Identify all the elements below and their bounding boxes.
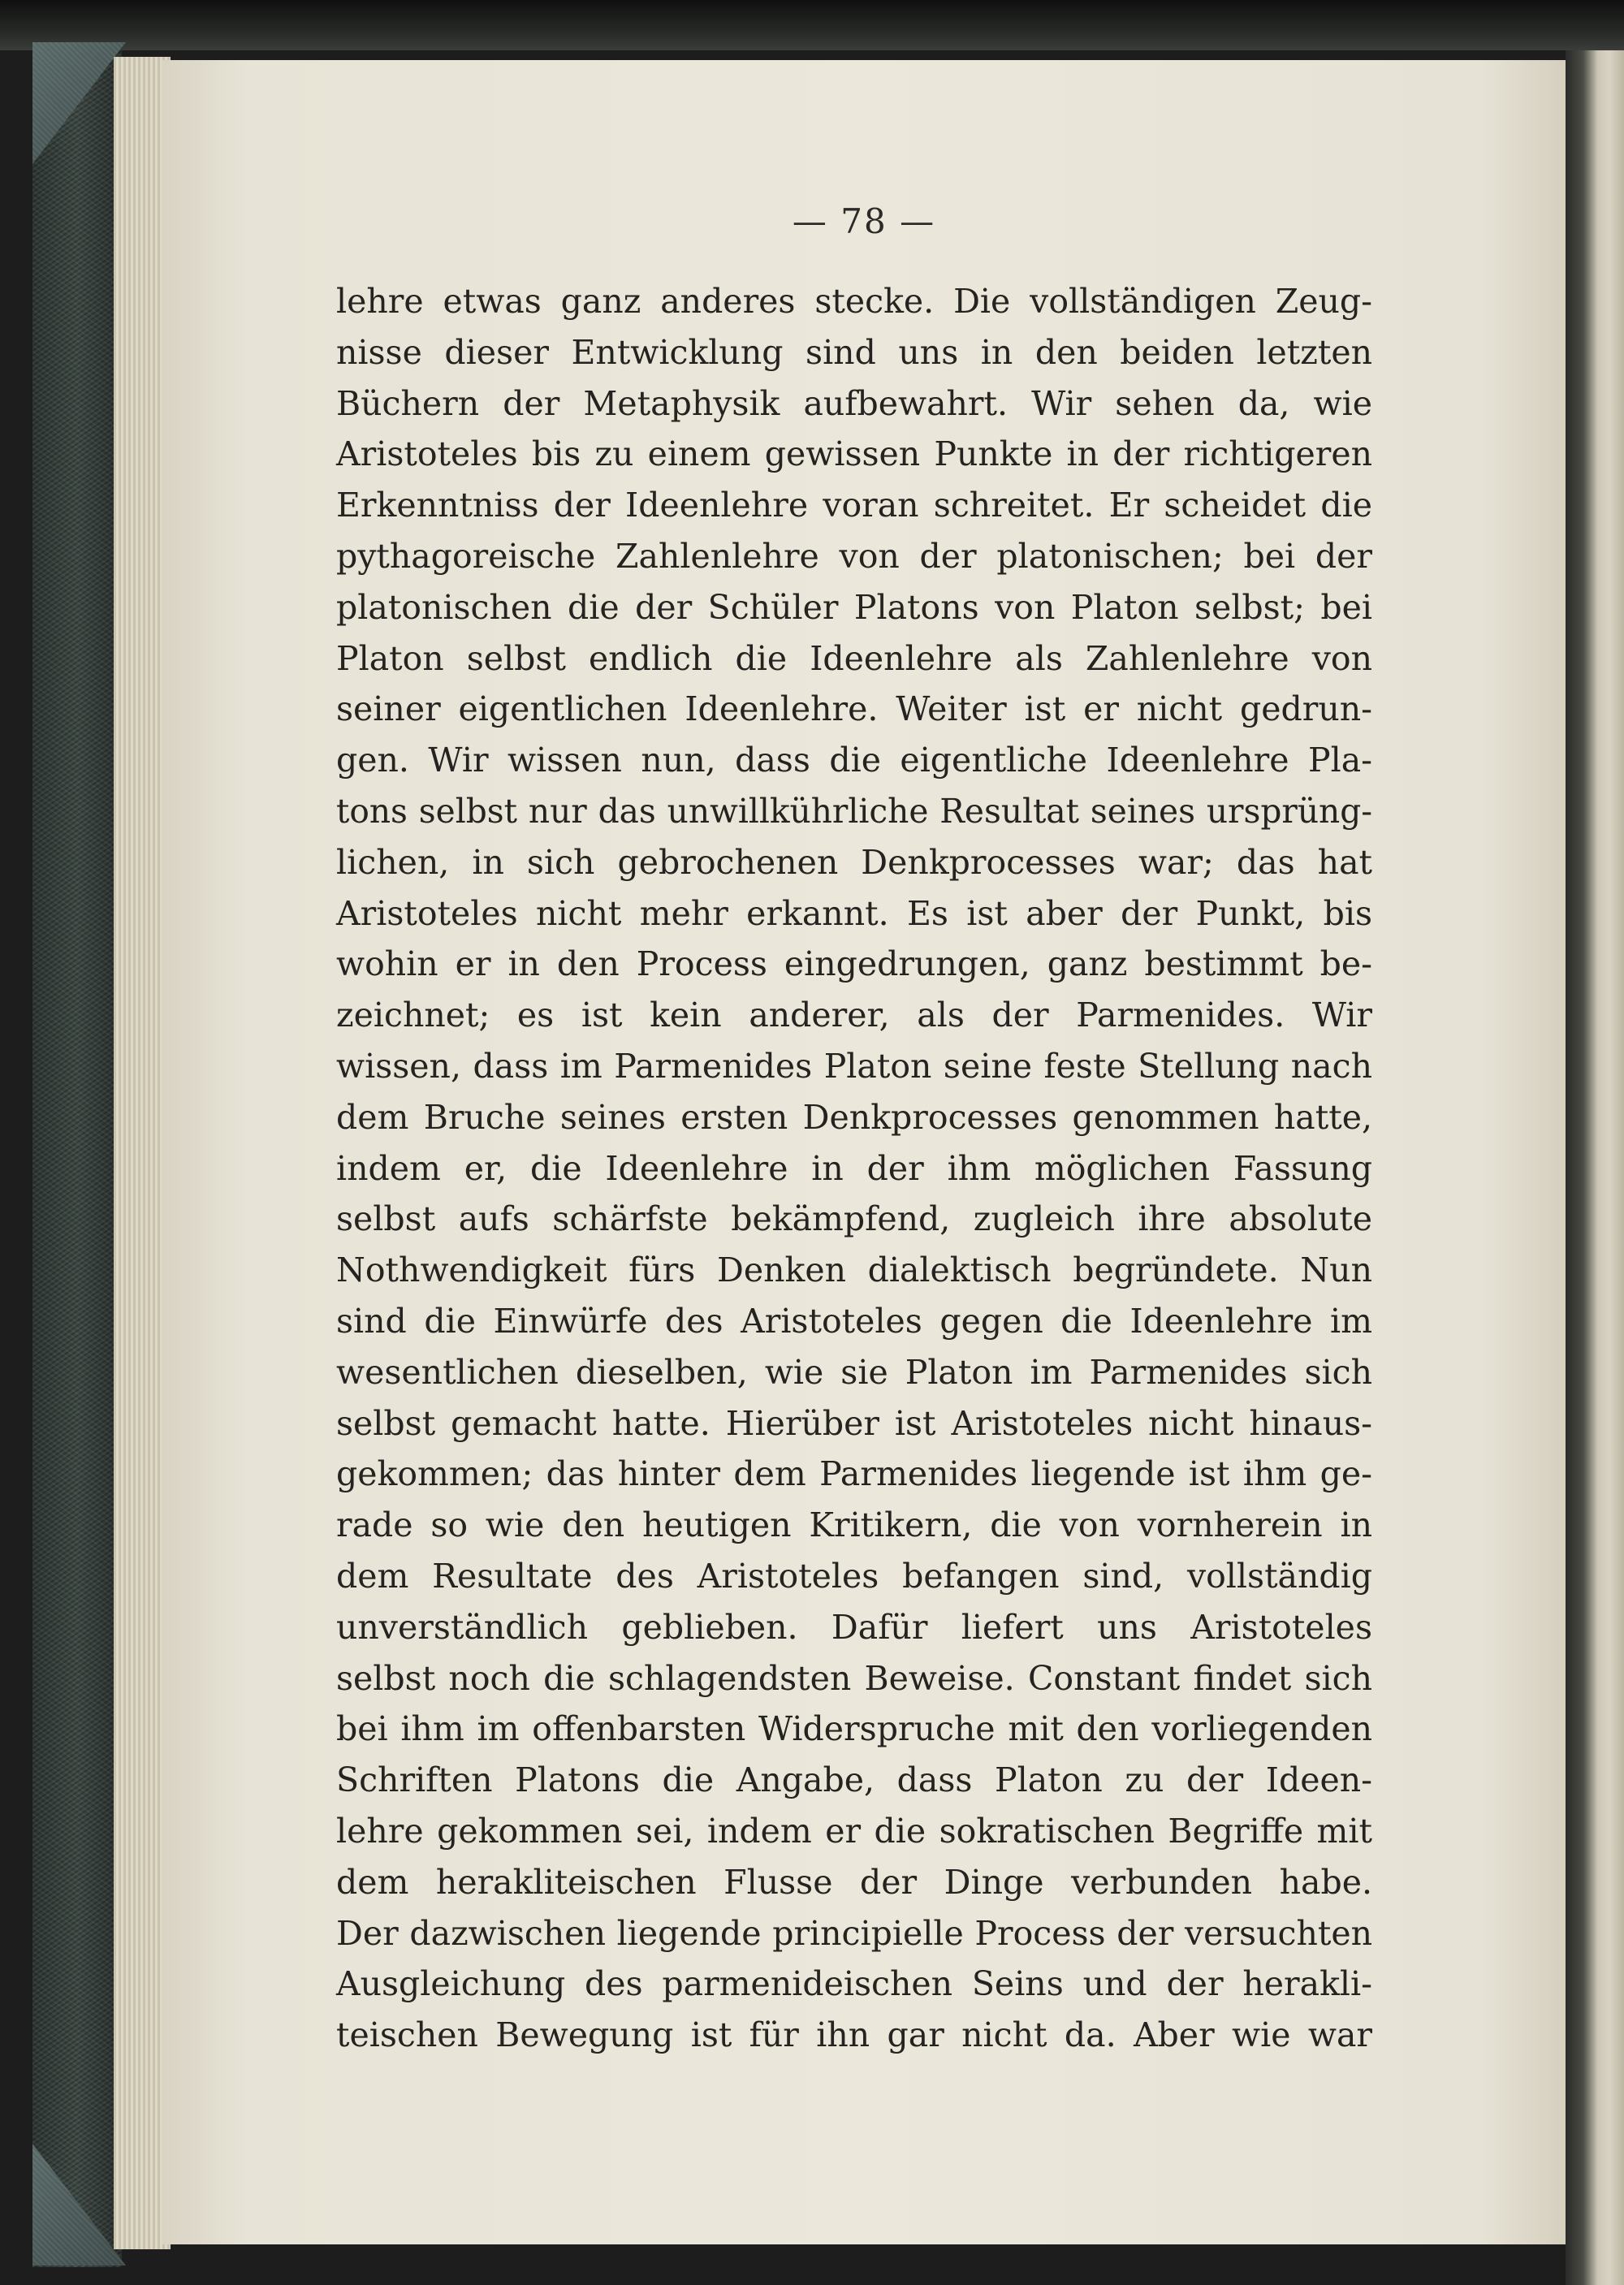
text-line: Platon selbst endlich die Ideenlehre als Zahlenlehre von	[336, 638, 1372, 678]
body-text	[336, 276, 1372, 2061]
text-line: Ausgleichung des parmenideischen Seins und der herakli-	[336, 1964, 1372, 2004]
text-line: unverständlich geblieben. Dafür liefert uns Aristoteles	[336, 1607, 1372, 1647]
page-number: — 78 —	[792, 201, 936, 241]
text-line: selbst gemacht hatte. Hierüber ist Aristoteles nicht hinaus-	[336, 1403, 1372, 1443]
text-line: dem Resultate des Aristoteles befangen sind, vollständig	[336, 1556, 1372, 1596]
text-line: seiner eigentlichen Ideenlehre. Weiter ist er nicht gedrun-	[336, 689, 1372, 729]
text-line: sind die Einwürfe des Aristoteles gegen die Ideenlehre im	[336, 1301, 1372, 1341]
text-line: Der dazwischen liegende principielle Process der versuchten	[336, 1913, 1372, 1953]
text-line: Erkenntniss der Ideenlehre voran schreitet. Er scheidet die	[336, 486, 1372, 525]
text-line: pythagoreische Zahlenlehre von der platonischen; bei der	[336, 536, 1372, 576]
text-line: selbst aufs schärfste bekämpfend, zugleich ihre absolute	[336, 1199, 1372, 1239]
text-line: dem Bruche seines ersten Denkprocesses genommen hatte,	[336, 1097, 1372, 1137]
text-line: Schriften Platons die Angabe, dass Platon zu der Ideen-	[336, 1760, 1372, 1800]
text-line: Aristoteles bis zu einem gewissen Punkte in der richtigeren	[336, 434, 1372, 474]
text-line: rade so wie den heutigen Kritikern, die von vornherein in	[336, 1505, 1372, 1545]
text-line: wissen, dass im Parmenides Platon seine feste Stellung nach	[336, 1046, 1372, 1086]
text-line: Aristoteles nicht mehr erkannt. Es ist aber der Punkt, bis	[336, 893, 1372, 933]
text-line: lehre etwas ganz anderes stecke. Die vollständigen Zeug-	[336, 282, 1372, 321]
text-line: selbst noch die schlagendsten Beweise. Constant findet sich	[336, 1658, 1372, 1698]
right-gutter	[1566, 50, 1624, 2285]
text-line: dem herakliteischen Flusse der Dinge verbunden habe.	[336, 1862, 1372, 1902]
text-line: gekommen; das hinter dem Parmenides liegende ist ihm ge-	[336, 1454, 1372, 1494]
text-line: lichen, in sich gebrochenen Denkprocesses war; das hat	[336, 842, 1372, 882]
text-line: nisse dieser Entwicklung sind uns in den beiden letzten	[336, 332, 1372, 372]
text-line: Büchern der Metaphysik aufbewahrt. Wir sehen da, wie	[336, 383, 1372, 423]
text-line: platonischen die der Schüler Platons von Platon selbst; bei	[336, 587, 1372, 627]
text-line: teischen Bewegung ist für ihn gar nicht da. Aber wie war	[336, 2015, 1372, 2055]
text-line: lehre gekommen sei, indem er die sokratischen Begriffe mit	[336, 1811, 1372, 1851]
text-line: wesentlichen dieselben, wie sie Platon im Parmenides sich	[336, 1352, 1372, 1392]
text-line: bei ihm im offenbarsten Widerspruche mit den vorliegenden	[336, 1709, 1372, 1749]
text-line: zeichnet; es ist kein anderer, als der Parmenides. Wir	[336, 996, 1372, 1035]
text-line: indem er, die Ideenlehre in der ihm möglichen Fassung	[336, 1148, 1372, 1188]
text-line: Nothwendigkeit fürs Denken dialektisch begründete. Nun	[336, 1250, 1372, 1290]
text-line: tons selbst nur das unwillkührliche Resultat seines ursprüng-	[336, 791, 1372, 831]
book-cover-left	[32, 42, 122, 2267]
book-binding-top	[0, 0, 1624, 50]
text-line: wohin er in den Process eingedrungen, ganz bestimmt be-	[336, 944, 1372, 984]
text-line: gen. Wir wissen nun, dass die eigentliche Ideenlehre Pla-	[336, 741, 1372, 780]
